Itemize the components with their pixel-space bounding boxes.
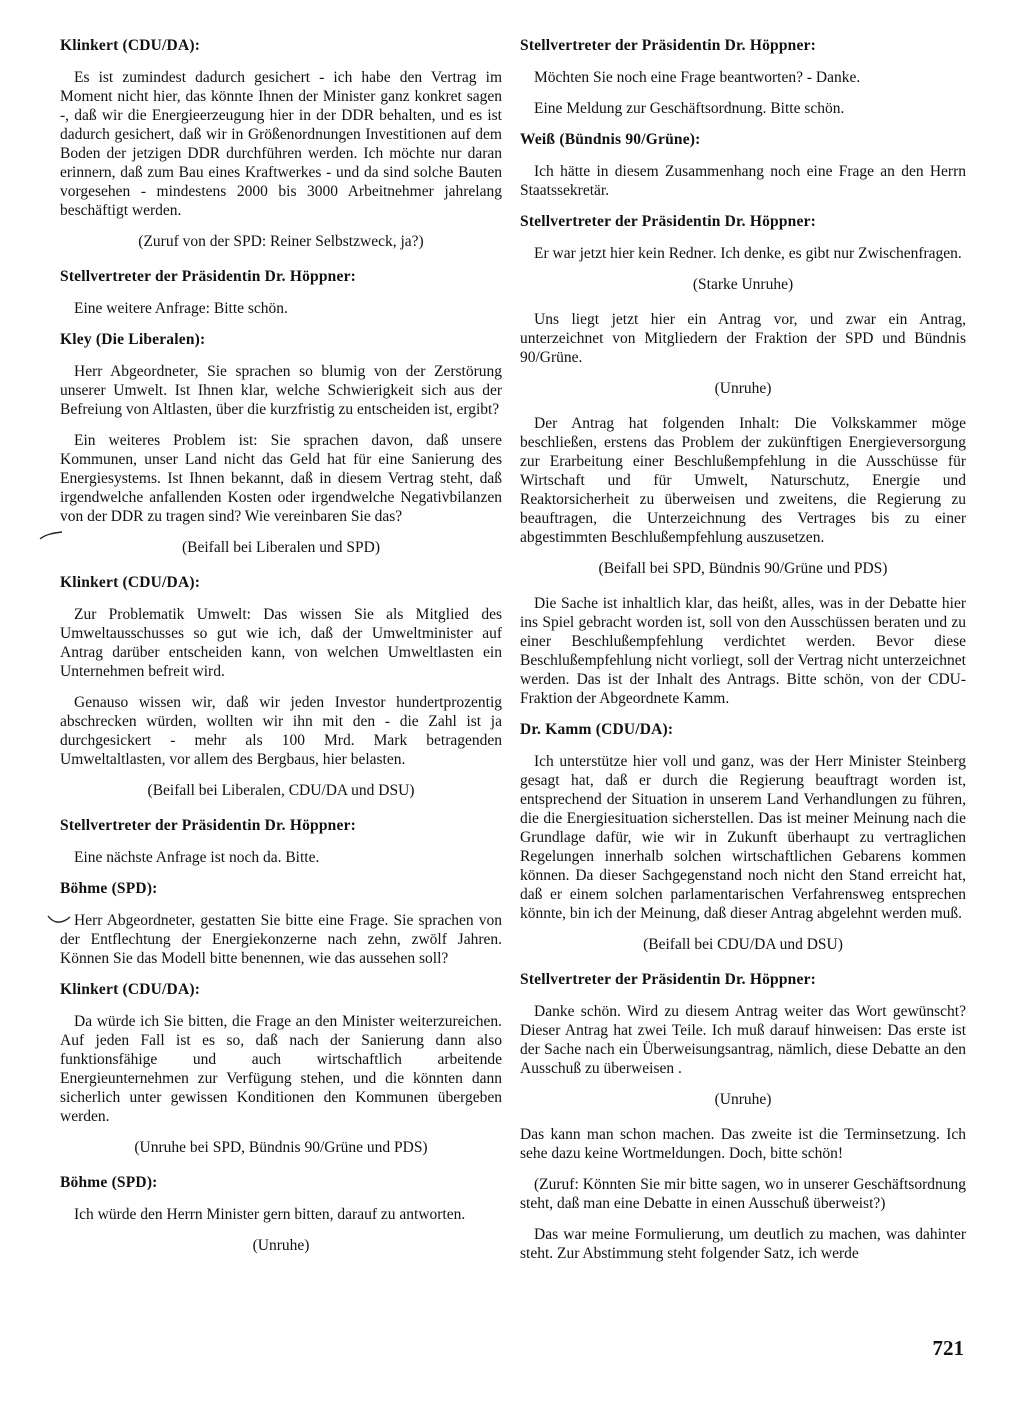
paragraph: Ich hätte in diesem Zusammenhang noch eine Frage an den Herrn Staatssekretär. — [520, 163, 966, 199]
speaker-heading: Klinkert (CDU/DA): — [60, 37, 201, 54]
margin-mark-icon — [46, 912, 72, 928]
paragraph: Eine nächste Anfrage ist noch da. Bitte. — [74, 849, 320, 866]
interjection: (Unruhe) — [714, 380, 772, 397]
speaker-heading: Böhme (SPD): — [60, 880, 158, 897]
interjection: (Beifall bei Liberalen und SPD) — [181, 539, 380, 556]
speaker-heading: Stellvertreter der Präsidentin Dr. Höppner: — [520, 213, 817, 230]
paragraph: Eine Meldung zur Geschäftsordnung. Bitte schön. — [534, 100, 845, 117]
interjection: (Beifall bei Liberalen, CDU/DA und DSU) — [147, 782, 415, 799]
interjection: (Beifall bei SPD, Bündnis 90/Grüne und PDS) — [598, 560, 888, 577]
page-number: 721 — [932, 1336, 964, 1360]
paragraph: Herr Abgeordneter, Sie sprachen so blumig von der Zerstörung unserer Umwelt. Ist Ihnen klar, welche Schwierigkeit sich aus der Befreiung von Altlasten, über die kurzfristig zu entscheiden ist, ergibt? — [60, 363, 502, 418]
speaker-heading: Stellvertreter der Präsidentin Dr. Höppner: — [60, 268, 357, 285]
paragraph: Eine weitere Anfrage: Bitte schön. — [74, 300, 288, 317]
paragraph: Er war jetzt hier kein Redner. Ich denke, es gibt nur Zwischenfragen. — [534, 245, 962, 262]
speaker-heading: Dr. Kamm (CDU/DA): — [520, 721, 674, 738]
speaker-heading: Böhme (SPD): — [60, 1174, 158, 1191]
paragraph: Das war meine Formulierung, um deutlich zu machen, was dahinter steht. Zur Abstimmung steht folgender Satz, ich werde — [520, 1226, 966, 1262]
interjection: (Unruhe) — [714, 1091, 772, 1108]
speaker-heading: Stellvertreter der Präsidentin Dr. Höppner: — [520, 37, 817, 54]
paragraph: Das kann man schon machen. Das zweite ist die Terminsetzung. Ich sehe dazu keine Wortmeldungen. Doch, bitte schön! — [520, 1126, 966, 1162]
paragraph: Genauso wissen wir, daß wir jeden Investor hundertprozentig abschrecken würden, wollten wir ihn mit den - die Zahl ist ja durchgesickert - mehr als 100 Mrd. Mark betragenden Umweltaltlasten, vor allem des Bergbaus, hier belasten. — [60, 694, 502, 768]
interjection: (Starke Unruhe) — [692, 276, 794, 293]
speaker-heading: Stellvertreter der Präsidentin Dr. Höppner: — [520, 971, 817, 988]
speaker-heading: Klinkert (CDU/DA): — [60, 574, 201, 591]
left-column — [60, 36, 502, 1271]
paragraph: (Zuruf: Könnten Sie mir bitte sagen, wo in unserer Geschäftsordnung steht, daß man eine Debatte in einen Ausschuß überweist?) — [520, 1176, 966, 1212]
paragraph: Möchten Sie noch eine Frage beantworten? - Danke. — [534, 69, 861, 86]
paragraph: Zur Problematik Umwelt: Das wissen Sie als Mitglied des Umweltausschusses so gut wie ich, daß der Umweltminister auf Antrag darüber entscheiden kann, von welchen Umweltlasten ein Unternehmen befreit wird. — [60, 606, 502, 680]
paragraph: Ein weiteres Problem ist: Sie sprachen davon, daß unsere Kommunen, unser Land nicht das Geld hat für eine Sanierung des Energiesystems. Ist Ihnen bekannt, daß in diesem Vertrag steht, daß irgendwelche anfallenden Kosten oder irgendwelche Negativbilanzen von der DDR zu tragen sind? Wie vereinbaren Sie das? — [60, 432, 502, 525]
interjection: (Unruhe bei SPD, Bündnis 90/Grüne und PDS) — [134, 1139, 428, 1156]
interjection: (Zuruf von der SPD: Reiner Selbstzweck, ja?) — [138, 233, 424, 250]
speaker-heading: Klinkert (CDU/DA): — [60, 981, 201, 998]
right-column — [520, 36, 966, 1275]
paragraph: Uns liegt jetzt hier ein Antrag vor, und zwar ein Antrag, unterzeichnet von Mitgliedern der Fraktion der SPD und Bündnis 90/Grüne. — [520, 311, 966, 366]
paragraph: Herr Abgeordneter, gestatten Sie bitte eine Frage. Sie sprachen von der Entflechtung der Energiekonzerne nach zehn, zwölf Jahren. Können Sie das Modell bitte benennen, wie das aussehen soll? — [60, 912, 502, 967]
paragraph: Der Antrag hat folgenden Inhalt: Die Volkskammer möge beschließen, erstens das Problem der zukünftigen Energieversorgung zur Erarbeitung einer Beschlußempfehlung in die Ausschüsse für Wirtschaft und für Umwelt, Naturschutz, Energie und Reaktorsicherheit zu überweisen und zweitens, die Regierung zu beauftragen, die Unterzeichnung des Vertrages bis zu einer abgestimmten Beschlußempfehlung auszusetzen. — [520, 415, 966, 546]
paragraph: Da würde ich Sie bitten, die Frage an den Minister weiterzureichen. Auf jeden Fall ist es so, daß nach der Sanierung dann also funktionsfähige und auch wirtschaftlich arbeitende Energieunternehmen zur Verfügung stehen, und die könnten dann sicherlich unter gewissen Konditionen den Kommunen übergeben werden. — [60, 1013, 502, 1125]
paragraph: Die Sache ist inhaltlich klar, das heißt, alles, was in der Debatte hier ins Spiel gebracht worden ist, soll von den Ausschüssen beraten und zu einer Beschlußempfehlung verdichtet werden. Bevor diese Beschlußempfehlung nicht vorliegt, soll der Vertrag nicht unterzeichnet werden. Das ist der Inhalt des Antrags. Bitte schön, von der CDU-Fraktion der Abgeordnete Kamm. — [520, 595, 966, 707]
paragraph: Danke schön. Wird zu diesem Antrag weiter das Wort gewünscht? Dieser Antrag hat zwei Teile. Ich muß darauf hinweisen: Das erste ist der Sache nach ein Überweisungsantrag, nämlich, diese Debatte an den Ausschuß zu überweisen . — [520, 1003, 966, 1077]
paragraph: Ich unterstütze hier voll und ganz, was der Herr Minister Steinberg gesagt hat, daß er durch die Regierung beauftragt worden ist, entsprechend der Situation in unserem Land Verhandlungen zu führen, die die Energiesituation sicherstellen. Das ist meiner Meinung nach die Grundlage dafür, wie wir in Zukunft überhaupt zu vertraglichen Regelungen innerhalb solchen wirtschaftlichen Gebarens kommen können. Da dieser Sachgegenstand noch nicht den Stand erreicht hat, daß er einem solchen parlamentarischen Verfahrensweg entsprechen könnte, bin ich der Meinung, daß dieser Antrag abgelehnt werden muß. — [520, 753, 966, 922]
speaker-heading: Kley (Die Liberalen): — [60, 331, 206, 348]
paragraph: Es ist zumindest dadurch gesichert - ich habe den Vertrag im Moment nicht hier, das könnte Ihnen der Minister ganz konkret sagen -, daß wir die Energieerzeugung hier in der DDR behalten, und es ist dadurch gesichert, daß wir in Größenordnungen Investitionen auf dem Boden der jetzigen DDR durchführen werden. Ich möchte nur daran erinnern, daß zum Bau eines Kraftwerkes - und da sind solche Bauten vorgesehen - mindestens 2000 bis 3000 Arbeitnehmer jahrelang beschäftigt werden. — [60, 69, 502, 219]
margin-mark-icon — [38, 530, 64, 548]
speaker-heading: Weiß (Bündnis 90/Grüne): — [520, 131, 701, 148]
speaker-heading: Stellvertreter der Präsidentin Dr. Höppner: — [60, 817, 357, 834]
paragraph: Ich würde den Herrn Minister gern bitten, darauf zu antworten. — [74, 1206, 466, 1223]
interjection: (Unruhe) — [252, 1237, 310, 1254]
interjection: (Beifall bei CDU/DA und DSU) — [643, 936, 843, 953]
